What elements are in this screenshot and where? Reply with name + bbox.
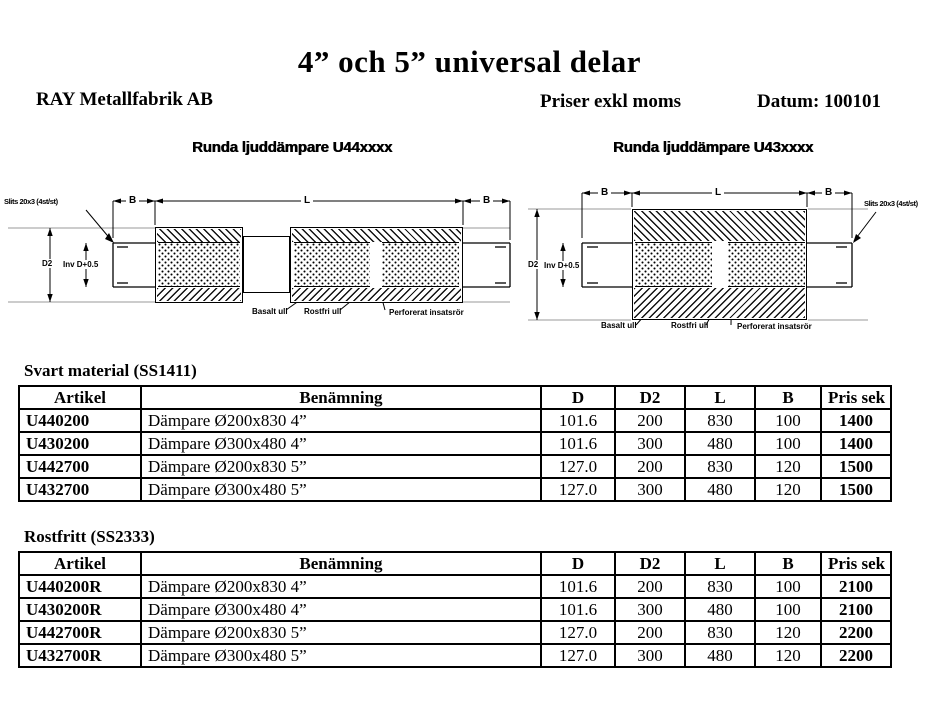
table-cell: 127.0: [541, 455, 615, 478]
table-row: [19, 432, 891, 455]
table-caption-rostfritt: Rostfritt (SS2333): [24, 527, 155, 546]
table-cell: 830: [685, 575, 755, 598]
callout-rostfri: Rostfri ull: [304, 307, 342, 316]
table-cell: 100: [755, 598, 821, 621]
table-cell: 120: [755, 478, 821, 501]
date-label: Datum: 100101: [757, 91, 882, 112]
table-cell: 1500: [821, 478, 891, 501]
perforated-tube-1: [158, 242, 240, 287]
table-cell: 480: [685, 598, 755, 621]
table-cell: Dämpare Ø300x480 5”: [141, 644, 541, 667]
table-cell: Dämpare Ø300x480 5”: [141, 478, 541, 501]
table-cell: Dämpare Ø300x480 4”: [141, 432, 541, 455]
table-row: [19, 409, 891, 432]
table-cell: 101.6: [541, 575, 615, 598]
column-header: D: [541, 386, 615, 409]
column-header: L: [685, 386, 755, 409]
dim-l: L: [712, 187, 724, 198]
table-cell: U432700: [19, 478, 141, 501]
price-note: Priser exkl moms: [540, 91, 682, 112]
table-cell: 480: [685, 432, 755, 455]
table-cell: Dämpare Ø200x830 5”: [141, 621, 541, 644]
diagram-heading-u44: Runda ljuddämpare U44xxxx: [191, 139, 393, 156]
column-header: Benämning: [141, 552, 541, 575]
table-cell: 480: [685, 478, 755, 501]
table-cell: 830: [685, 621, 755, 644]
table-cell: 127.0: [541, 478, 615, 501]
column-header: L: [685, 552, 755, 575]
table-cell: 101.6: [541, 598, 615, 621]
table-cell: 300: [615, 598, 685, 621]
table-cell: 100: [755, 409, 821, 432]
wool-hatch-top-2: [292, 229, 461, 242]
price-table-svart: [18, 385, 892, 502]
dim-b-right: B: [480, 195, 493, 206]
table-cell: 480: [685, 644, 755, 667]
table-cell: 2200: [821, 644, 891, 667]
table-cell: Dämpare Ø300x480 4”: [141, 598, 541, 621]
table-cell: U440200: [19, 409, 141, 432]
table-cell: 200: [615, 621, 685, 644]
table-row: [19, 621, 891, 644]
table-row: [19, 455, 891, 478]
table-cell: Dämpare Ø200x830 4”: [141, 409, 541, 432]
table-cell: 127.0: [541, 621, 615, 644]
table-cell: Dämpare Ø200x830 4”: [141, 575, 541, 598]
table-cell: 120: [755, 644, 821, 667]
wool-hatch-top-1: [157, 229, 241, 242]
dim-inv-d: Inv D+0.5: [544, 261, 580, 270]
table-cell: 300: [615, 432, 685, 455]
wool-hatch-bottom: [634, 288, 805, 318]
table-cell: U432700R: [19, 644, 141, 667]
table-cell: 2200: [821, 621, 891, 644]
table-row: [19, 644, 891, 667]
column-header: Pris sek: [821, 552, 891, 575]
page-title: 4” och 5” universal delar: [297, 44, 642, 79]
dim-b-right: B: [822, 187, 835, 198]
company-name: RAY Metallfabrik AB: [36, 89, 213, 110]
column-header: B: [755, 552, 821, 575]
table-cell: U442700: [19, 455, 141, 478]
table-cell: 100: [755, 575, 821, 598]
table-cell: U430200: [19, 432, 141, 455]
wool-hatch-top: [634, 211, 805, 241]
perforated-tube-2a: [294, 242, 370, 287]
table-cell: U430200R: [19, 598, 141, 621]
column-header: B: [755, 386, 821, 409]
center-sleeve: [243, 236, 290, 293]
callout-rostfri: Rostfri ull: [671, 321, 709, 330]
table-cell: 120: [755, 621, 821, 644]
slits-note: Slits 20x3 (4st/st): [864, 199, 918, 208]
perforated-tube-b: [728, 242, 805, 287]
dim-b-left: B: [598, 187, 611, 198]
table-cell: 300: [615, 644, 685, 667]
callout-perforerat: Perforerat insatsrör: [389, 308, 464, 317]
dim-d2: D2: [42, 259, 53, 268]
table-header-row: [19, 552, 891, 575]
table-header-row: [19, 386, 891, 409]
table-cell: 1400: [821, 432, 891, 455]
table-cell: 100: [755, 432, 821, 455]
diagram-heading-u43: Runda ljuddämpare U43xxxx: [612, 139, 814, 156]
column-header: Pris sek: [821, 386, 891, 409]
table-cell: 1400: [821, 409, 891, 432]
callout-perforerat: Perforerat insatsrör: [737, 322, 812, 331]
slits-note: Slits 20x3 (4st/st): [4, 197, 58, 206]
column-header: Artikel: [19, 552, 141, 575]
price-table-rostfritt: [18, 551, 892, 668]
table-cell: 830: [685, 455, 755, 478]
table-cell: U440200R: [19, 575, 141, 598]
table-cell: 127.0: [541, 644, 615, 667]
muffler-drawing-u44: [0, 180, 515, 342]
table-caption-svart: Svart material (SS1411): [24, 361, 197, 380]
perforated-tube-a: [635, 242, 712, 287]
dim-d2: D2: [528, 260, 539, 269]
perforated-tube-2b: [382, 242, 459, 287]
table-row: [19, 575, 891, 598]
wool-hatch-bottom-1: [157, 288, 241, 301]
table-cell: 1500: [821, 455, 891, 478]
table-row: [19, 478, 891, 501]
dim-l: L: [301, 195, 313, 206]
dim-b-left: B: [126, 195, 139, 206]
wool-hatch-bottom-2: [292, 288, 461, 301]
table-cell: 200: [615, 575, 685, 598]
table-cell: 300: [615, 478, 685, 501]
table-cell: 101.6: [541, 432, 615, 455]
column-header: D2: [615, 552, 685, 575]
table-cell: 101.6: [541, 409, 615, 432]
dim-inv-d: Inv D+0.5: [63, 260, 99, 269]
muffler-drawing-u43: [520, 180, 939, 342]
table-cell: 200: [615, 455, 685, 478]
table-cell: 200: [615, 409, 685, 432]
table-row: [19, 598, 891, 621]
table-cell: 830: [685, 409, 755, 432]
column-header: Benämning: [141, 386, 541, 409]
column-header: Artikel: [19, 386, 141, 409]
table-cell: U442700R: [19, 621, 141, 644]
table-cell: 120: [755, 455, 821, 478]
callout-basalt: Basalt ull: [601, 321, 637, 330]
column-header: D: [541, 552, 615, 575]
table-cell: 2100: [821, 575, 891, 598]
table-cell: Dämpare Ø200x830 5”: [141, 455, 541, 478]
callout-basalt: Basalt ull: [252, 307, 288, 316]
column-header: D2: [615, 386, 685, 409]
table-cell: 2100: [821, 598, 891, 621]
